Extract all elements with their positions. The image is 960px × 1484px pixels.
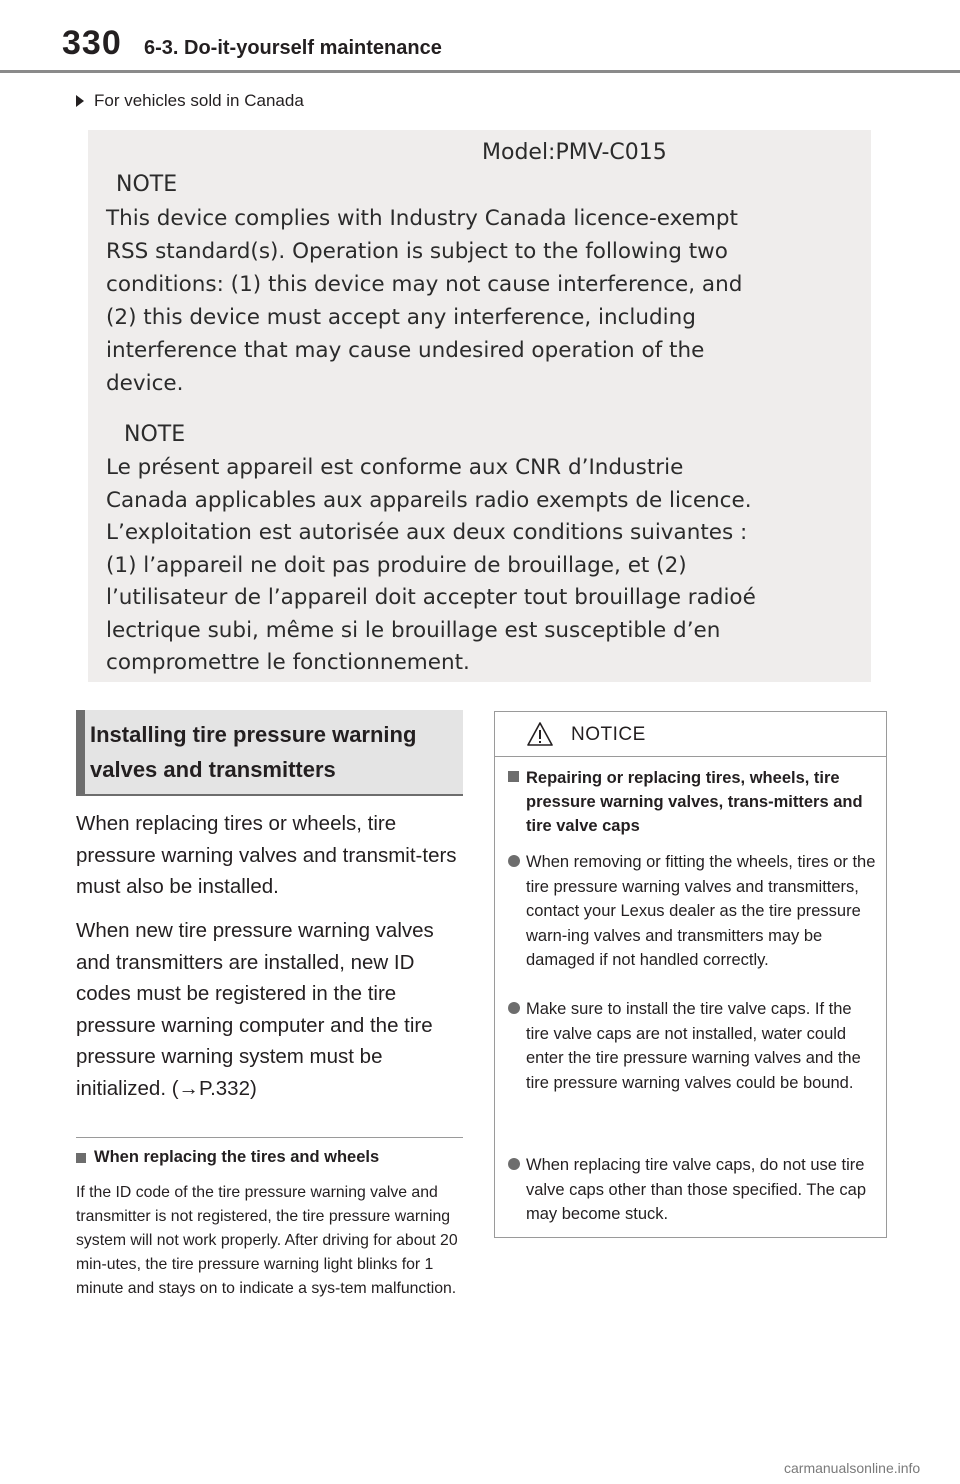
watermark: carmanualsonline.info	[784, 1460, 921, 1476]
notice-item-text: When removing or fitting the wheels, tires or the tire pressure warning valves and transmitters, contact your Lexus dealer as the tire pressure warn-ing valves and transmitters may be damaged if not handled correctly.	[526, 853, 876, 969]
notice-item-text: When replacing tire valve caps, do not use tire valve caps other than those specified. The cap may become stuck.	[526, 1156, 866, 1223]
install-title: Installing tire pressure warning valves and transmitters	[90, 722, 417, 782]
notice-label: NOTICE	[571, 724, 646, 745]
label-note-fr-heading: NOTE	[124, 422, 186, 447]
circle-bullet-icon	[508, 1002, 520, 1014]
notice-subheading-text: Repairing or replacing tires, wheels, tire pressure warning valves, trans-mitters and tire valve caps	[526, 769, 863, 835]
canada-bullet	[76, 91, 304, 111]
compliance-label-image	[88, 130, 871, 682]
notice-item-text: Make sure to install the tire valve caps. If the tire valve caps are not installed, water could enter the tire pressure warning valves and the tire pressure warning valves could be bound.	[526, 1000, 861, 1092]
header-divider	[0, 70, 960, 73]
replacing-heading-text: When replacing the tires and wheels	[94, 1148, 380, 1166]
warning-triangle-icon	[527, 722, 553, 746]
square-bullet-icon	[508, 771, 519, 782]
notice-header	[495, 712, 886, 757]
label-model: Model:PMV-C015	[482, 140, 667, 165]
notice-box	[494, 711, 887, 1238]
notice-item	[508, 997, 878, 1095]
heading-accent-bar	[76, 710, 85, 794]
page-number: 330	[62, 24, 122, 62]
page-header	[0, 0, 960, 72]
section-title: 6-3. Do-it-yourself maintenance	[144, 37, 442, 59]
install-paragraph-1: When replacing tires or wheels, tire pressure warning valves and transmit-ters must also be installed.	[76, 812, 457, 898]
section-divider	[76, 1137, 463, 1138]
canada-bullet-text: For vehicles sold in Canada	[94, 91, 304, 110]
notice-item	[508, 850, 878, 973]
circle-bullet-icon	[508, 1158, 520, 1170]
circle-bullet-icon	[508, 855, 520, 867]
notice-subheading	[508, 766, 876, 838]
square-bullet-icon	[76, 1153, 86, 1163]
label-note-fr-text: Le présent appareil est conforme aux CNR d’Industrie Canada applicables aux appareils radio exempts de licence. L’exploitation est autorisée aux deux conditions suivantes : (1) l’appareil ne doit pas produire de brouillage, et (2) l’utilisateur de l’appareil doit accepter tout brouillage radioé lectrique subi, même si le brouillage est susceptible d’en compromettre le fonctionnement.	[106, 455, 756, 675]
label-note-en-heading: NOTE	[116, 172, 178, 197]
install-heading-box	[76, 710, 463, 796]
replacing-heading	[76, 1148, 379, 1167]
replacing-text: If the ID code of the tire pressure warning valve and transmitter is not registered, the tire pressure warning system will not work properly. After driving for about 20 min-utes, the tire pressure warning light blinks for 1 minute and stays on to indicate a sys-tem malfunction.	[76, 1184, 458, 1297]
triangle-bullet-icon	[76, 95, 84, 107]
install-paragraph-2: When new tire pressure warning valves and transmitters are installed, new ID codes must be registered in the tire pressure warning computer and the tire pressure warning system must be initialized. (→P.332)	[76, 919, 434, 1100]
notice-item	[508, 1153, 878, 1227]
label-note-en-text: This device complies with Industry Canada licence-exempt RSS standard(s). Operation is subject to the following two conditions: (1) this device may not cause interference, and (2) this device must accept any interference, including interference that may cause undesired operation of the device.	[106, 206, 743, 396]
